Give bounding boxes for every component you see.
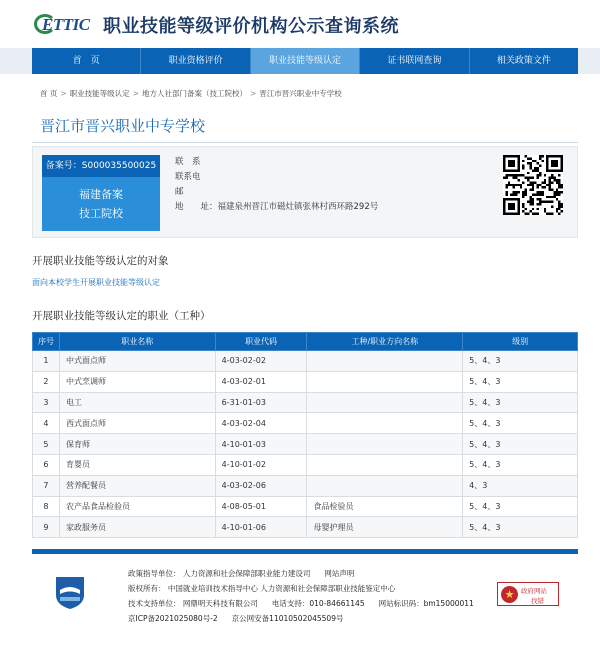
type-line-1: 福建备案 [79, 188, 123, 201]
post-label: 邮 [175, 187, 184, 197]
table-row [33, 454, 578, 475]
nav-item-1[interactable]: 首 页 [32, 48, 141, 74]
table-cell [307, 371, 463, 392]
table-cell: 5、4、3 [463, 517, 578, 538]
page-title: 晋江市晋兴职业中专学校 [40, 117, 206, 135]
table-cell: 5、4、3 [463, 413, 578, 434]
address-label: 地 址： [175, 202, 218, 212]
table-cell: 4、3 [463, 475, 578, 496]
phone-label: 联系电 [175, 172, 201, 182]
table-cell: 4-03-02-02 [215, 351, 307, 372]
column-header: 职业名称 [59, 333, 215, 351]
table-cell: 5、4、3 [463, 496, 578, 517]
breadcrumb-item: 晋江市晋兴职业中专学校 [259, 89, 342, 98]
table-row [33, 475, 578, 496]
table-cell: 5、4、3 [463, 392, 578, 413]
table-cell: 4-03-02-06 [215, 475, 307, 496]
main-nav [0, 48, 600, 74]
table-cell: 4-03-02-01 [215, 371, 307, 392]
table-cell [307, 434, 463, 455]
jobs-table [32, 332, 578, 538]
table-cell: 中式面点师 [59, 351, 215, 372]
table-cell: 4-03-02-04 [215, 413, 307, 434]
footer-phone: 电话支持：010-84661145 [271, 599, 365, 608]
table-cell [307, 475, 463, 496]
breadcrumb-separator: > [60, 89, 67, 98]
column-header: 职业代码 [215, 333, 307, 351]
table-cell: 电工 [59, 392, 215, 413]
table-cell: 4-10-01-02 [215, 454, 307, 475]
star-icon: ★ [501, 586, 518, 603]
table-cell: 保育师 [59, 434, 215, 455]
table-cell: 中式烹调师 [59, 371, 215, 392]
table-cell: 4-08-05-01 [215, 496, 307, 517]
site-header [0, 0, 600, 48]
institution-info-card [32, 146, 578, 238]
table-cell: 食品检验员 [307, 496, 463, 517]
table-cell: 育婴员 [59, 454, 215, 475]
jobs-section-title: 开展职业技能等级认定的职业（工种） [32, 310, 211, 322]
record-number-badge: 备案号：S000035500025 [42, 155, 160, 177]
title-divider [32, 142, 578, 143]
table-cell: 3 [33, 392, 60, 413]
footer-emblem-icon [52, 573, 88, 611]
footer-info [128, 566, 474, 626]
table-cell: 5、4、3 [463, 434, 578, 455]
table-cell: 家政服务员 [59, 517, 215, 538]
institution-type-badge [42, 177, 160, 231]
table-cell: 6-31-01-03 [215, 392, 307, 413]
breadcrumb-item[interactable]: 地方人社部门备案（技工院校） [141, 89, 247, 98]
breadcrumb [40, 88, 342, 99]
address-value: 福建泉州晋江市磁灶镇张林村西环路292号 [217, 202, 379, 212]
table-cell: 5、4、3 [463, 371, 578, 392]
table-row [33, 434, 578, 455]
table-cell [307, 351, 463, 372]
nav-item-4[interactable]: 证书联网查询 [360, 48, 469, 74]
table-cell: 营养配餐员 [59, 475, 215, 496]
table-cell: 5、4、3 [463, 351, 578, 372]
object-description-link[interactable]: 面向本校学生开展职业技能等级认定 [32, 278, 160, 287]
table-cell [307, 413, 463, 434]
qr-code-icon [503, 155, 563, 215]
table-cell [307, 454, 463, 475]
gov-badge-line-2: 找错 [531, 597, 544, 605]
column-header: 序号 [33, 333, 60, 351]
table-row [33, 517, 578, 538]
table-cell: 9 [33, 517, 60, 538]
contact-label: 联 系 [175, 157, 201, 167]
table-cell: 母婴护理员 [307, 517, 463, 538]
table-cell: 5 [33, 434, 60, 455]
footer-site-id: 网站标识码：bm15000011 [378, 599, 474, 608]
table-cell: 5、4、3 [463, 454, 578, 475]
logo-text: ETTIC [42, 15, 90, 34]
object-section-title: 开展职业技能等级认定的对象 [32, 255, 169, 267]
footer-tech-support: 技术支持单位： 网鼎明天科技有限公司 [128, 599, 258, 608]
footer-police-link[interactable]: 京公网安备11010502045509号 [231, 614, 344, 623]
type-line-2: 技工院校 [79, 207, 123, 220]
table-cell: 西式面点师 [59, 413, 215, 434]
table-cell: 2 [33, 371, 60, 392]
breadcrumb-separator: > [132, 89, 139, 98]
breadcrumb-item[interactable]: 职业技能等级认定 [69, 89, 130, 98]
nav-item-2[interactable]: 职业资格评价 [141, 48, 250, 74]
gov-badge-line-1: 政府网站 [521, 587, 547, 595]
table-cell: 1 [33, 351, 60, 372]
table-cell: 6 [33, 454, 60, 475]
site-title: 职业技能等级评价机构公示查询系统 [103, 16, 399, 37]
table-cell: 农产品食品检验员 [59, 496, 215, 517]
table-row [33, 496, 578, 517]
table-cell: 4 [33, 413, 60, 434]
table-cell: 4-10-01-06 [215, 517, 307, 538]
gov-error-report-badge[interactable] [497, 582, 559, 606]
table-cell: 7 [33, 475, 60, 496]
footer-copyright: 版权所有： 中国就业培训技术指导中心 人力资源和社会保障部职业技能鉴定中心 [128, 584, 396, 593]
table-row [33, 413, 578, 434]
table-cell: 8 [33, 496, 60, 517]
footer-guidance: 政策指导单位： 人力资源和社会保障部职业能力建设司 [128, 569, 311, 578]
column-header: 级别 [463, 333, 578, 351]
table-cell [307, 392, 463, 413]
table-row [33, 392, 578, 413]
table-row [33, 371, 578, 392]
footer-bar [32, 549, 578, 554]
table-row [33, 351, 578, 372]
table-cell: 4-10-01-03 [215, 434, 307, 455]
footer-statement-link[interactable]: 网站声明 [324, 569, 355, 578]
ettic-logo[interactable] [34, 13, 94, 35]
nav-item-3[interactable]: 职业技能等级认定 [251, 48, 360, 74]
nav-item-5[interactable]: 相关政策文件 [496, 56, 551, 66]
address-row [175, 200, 378, 215]
column-header: 工种/职业方向名称 [307, 333, 463, 351]
breadcrumb-separator: > [249, 89, 257, 98]
footer-icp-link[interactable]: 京ICP备2021025080号-2 [128, 614, 218, 623]
breadcrumb-item[interactable]: 首 页 [40, 89, 58, 98]
contact-fields [175, 155, 378, 215]
